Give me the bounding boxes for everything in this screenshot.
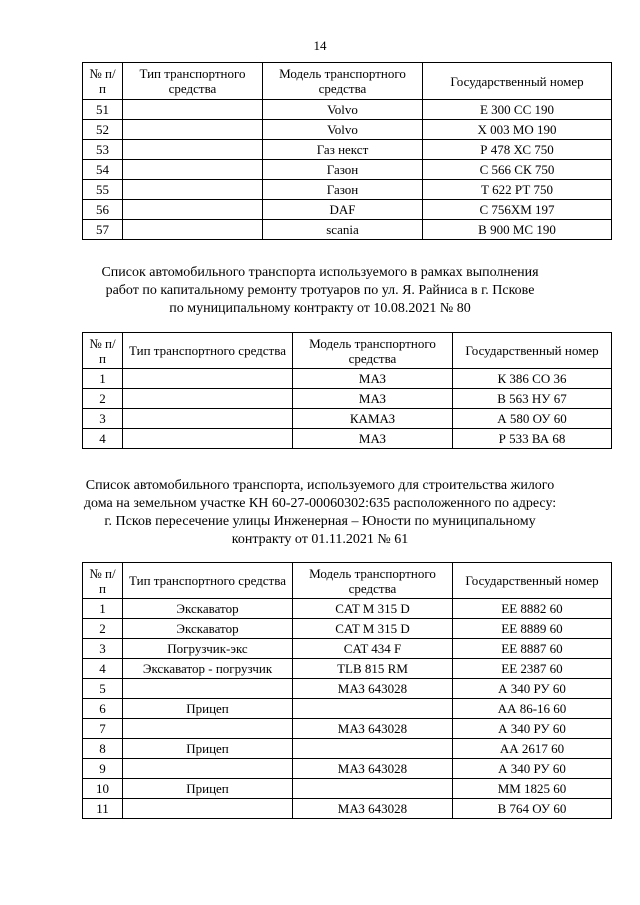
table-cell: Прицеп xyxy=(123,779,293,799)
table-cell: 56 xyxy=(83,200,123,220)
table-cell xyxy=(123,180,263,200)
table-cell: 55 xyxy=(83,180,123,200)
table-row xyxy=(83,160,612,180)
table-cell: С 566 СК 750 xyxy=(423,160,612,180)
table-cell xyxy=(293,779,453,799)
table-row xyxy=(83,429,612,449)
section-3-title: Список автомобильного транспорта, используемого для строительства жилого дома на земельном участке КН 60-27-00060302:635 расположенного по адресу: г. Псков пересечение улицы Инженерная – Юности по муниципальному контракту от 01.11.2021 № 61 xyxy=(83,478,557,547)
table-cell: Экскаватор xyxy=(123,619,293,639)
table-cell: С 756ХМ 197 xyxy=(423,200,612,220)
table-cell xyxy=(123,369,293,389)
table-cell: 53 xyxy=(83,140,123,160)
table-cell: 3 xyxy=(83,409,123,429)
table-cell: Экскаватор xyxy=(123,599,293,619)
table-header-row xyxy=(83,563,612,599)
table-row xyxy=(83,200,612,220)
table-cell: ЕЕ 8887 60 xyxy=(453,639,612,659)
table-cell: 9 xyxy=(83,759,123,779)
table-cell: МАЗ xyxy=(293,389,453,409)
table-cell: Е 300 СС 190 xyxy=(423,100,612,120)
table-row xyxy=(83,779,612,799)
column-header: Государственный номер xyxy=(453,563,612,599)
table-cell: ММ 1825 60 xyxy=(453,779,612,799)
column-header: Государственный номер xyxy=(423,63,612,100)
table-cell: 2 xyxy=(83,389,123,409)
table-cell xyxy=(293,699,453,719)
table-cell: CAT M 315 D xyxy=(293,619,453,639)
table-row xyxy=(83,120,612,140)
table-cell xyxy=(123,389,293,409)
table-cell: 52 xyxy=(83,120,123,140)
table-cell: КАМАЗ xyxy=(293,409,453,429)
table-cell xyxy=(123,100,263,120)
table-cell: Р 478 ХС 750 xyxy=(423,140,612,160)
column-header: Модель транспортного средства xyxy=(293,563,453,599)
table-row xyxy=(83,180,612,200)
table-cell xyxy=(123,220,263,240)
table-cell: DAF xyxy=(263,200,423,220)
table-cell: МАЗ xyxy=(293,429,453,449)
table-cell: В 900 МС 190 xyxy=(423,220,612,240)
table-cell: ЕЕ 8882 60 xyxy=(453,599,612,619)
table-cell: АА 2617 60 xyxy=(453,739,612,759)
vehicle-table-2 xyxy=(82,332,612,449)
table-cell: Volvo xyxy=(263,100,423,120)
table-cell: 4 xyxy=(83,659,123,679)
table-cell: АА 86-16 60 xyxy=(453,699,612,719)
table-row xyxy=(83,699,612,719)
table-cell xyxy=(123,429,293,449)
table-cell: 10 xyxy=(83,779,123,799)
table-cell: CAT M 315 D xyxy=(293,599,453,619)
table-cell: 11 xyxy=(83,799,123,819)
table-cell: 5 xyxy=(83,679,123,699)
table-row xyxy=(83,759,612,779)
table-row xyxy=(83,599,612,619)
table-cell: Газон xyxy=(263,160,423,180)
table-cell: Х 003 МО 190 xyxy=(423,120,612,140)
table-cell: 1 xyxy=(83,599,123,619)
table-cell: МАЗ xyxy=(293,369,453,389)
table-cell: А 340 РУ 60 xyxy=(453,759,612,779)
table-cell: Погрузчик-экс xyxy=(123,639,293,659)
column-header: № п/п xyxy=(83,63,123,100)
table-row xyxy=(83,100,612,120)
table-cell: Экскаватор - погрузчик xyxy=(123,659,293,679)
table-row xyxy=(83,369,612,389)
table-cell: А 340 РУ 60 xyxy=(453,719,612,739)
table-header-row xyxy=(83,63,612,100)
column-header: № п/п xyxy=(83,333,123,369)
table-cell: В 764 ОУ 60 xyxy=(453,799,612,819)
vehicle-table-3 xyxy=(82,562,612,819)
table-row xyxy=(83,799,612,819)
table-cell: ЕЕ 2387 60 xyxy=(453,659,612,679)
table-cell xyxy=(123,140,263,160)
table-cell xyxy=(123,200,263,220)
table-cell: МАЗ 643028 xyxy=(293,679,453,699)
table-cell: Р 533 ВА 68 xyxy=(453,429,612,449)
table-row xyxy=(83,679,612,699)
table-row xyxy=(83,659,612,679)
table-cell: CAT 434 F xyxy=(293,639,453,659)
table-cell: 4 xyxy=(83,429,123,449)
section-2-title: Список автомобильного транспорта используемого в рамках выполнения работ по капитальному ремонту тротуаров по ул. Я. Райниса в г. Пскове по муниципальному контракту от 10.08.2021 № 80 xyxy=(101,265,539,316)
table-cell: МАЗ 643028 xyxy=(293,719,453,739)
table-cell xyxy=(123,719,293,739)
table-cell: ЕЕ 8889 60 xyxy=(453,619,612,639)
table-row xyxy=(83,739,612,759)
table-cell: Газ некст xyxy=(263,140,423,160)
table-row xyxy=(83,140,612,160)
table-cell: 7 xyxy=(83,719,123,739)
table-header-row xyxy=(83,333,612,369)
column-header: Тип транспортного средства xyxy=(123,563,293,599)
table-cell: Прицеп xyxy=(123,739,293,759)
table-cell xyxy=(123,679,293,699)
table-row xyxy=(83,409,612,429)
column-header: Модель транспортного средства xyxy=(293,333,453,369)
table-cell: МАЗ 643028 xyxy=(293,759,453,779)
table-cell: Т 622 РТ 750 xyxy=(423,180,612,200)
table-cell: 51 xyxy=(83,100,123,120)
table-cell: Volvo xyxy=(263,120,423,140)
table-cell: В 563 НУ 67 xyxy=(453,389,612,409)
vehicle-table-1 xyxy=(82,62,612,240)
table-cell xyxy=(123,799,293,819)
table-cell: 57 xyxy=(83,220,123,240)
table-cell: 3 xyxy=(83,639,123,659)
table-cell: К 386 СО 36 xyxy=(453,369,612,389)
table-cell: 8 xyxy=(83,739,123,759)
table-cell: 1 xyxy=(83,369,123,389)
table-row xyxy=(83,639,612,659)
table-cell: TLB 815 RM xyxy=(293,659,453,679)
table-cell: Газон xyxy=(263,180,423,200)
column-header: № п/п xyxy=(83,563,123,599)
table-row xyxy=(83,719,612,739)
table-cell: МАЗ 643028 xyxy=(293,799,453,819)
column-header: Тип транспортного средства xyxy=(123,63,263,100)
column-header: Модель транспортного средства xyxy=(263,63,423,100)
table-row xyxy=(83,389,612,409)
table-cell: А 340 РУ 60 xyxy=(453,679,612,699)
table-cell: А 580 ОУ 60 xyxy=(453,409,612,429)
table-cell xyxy=(123,759,293,779)
table-cell xyxy=(123,409,293,429)
table-cell: Прицеп xyxy=(123,699,293,719)
table-cell xyxy=(123,160,263,180)
table-row xyxy=(83,220,612,240)
table-cell: 54 xyxy=(83,160,123,180)
table-cell: scania xyxy=(263,220,423,240)
column-header: Государственный номер xyxy=(453,333,612,369)
table-cell: 2 xyxy=(83,619,123,639)
table-row xyxy=(83,619,612,639)
table-cell xyxy=(123,120,263,140)
table-cell: 6 xyxy=(83,699,123,719)
table-cell xyxy=(293,739,453,759)
page-number: 14 xyxy=(313,38,327,53)
column-header: Тип транспортного средства xyxy=(123,333,293,369)
